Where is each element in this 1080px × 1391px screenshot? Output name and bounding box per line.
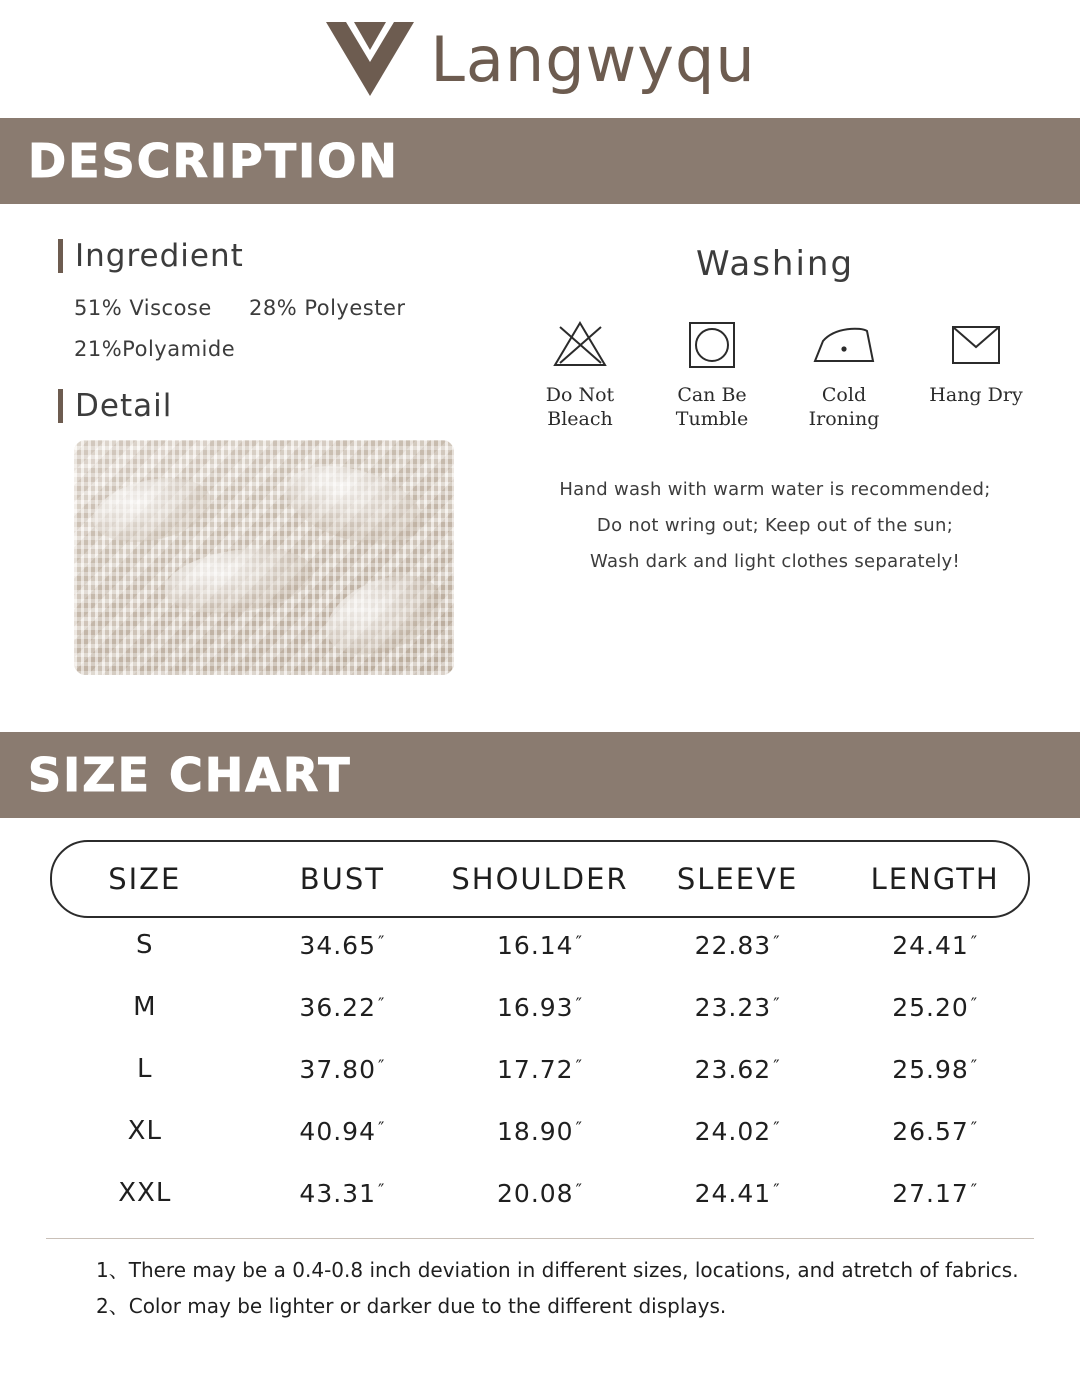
value: 40.94 <box>299 1116 376 1146</box>
cell-sleeve <box>639 1038 837 1100</box>
value: 20.08 <box>497 1178 574 1208</box>
unit-inch: ″ <box>773 1180 781 1201</box>
table-row <box>46 1162 1034 1224</box>
cell-size: XXL <box>118 1178 172 1208</box>
table-row <box>46 1100 1034 1162</box>
cell-bust <box>244 976 442 1038</box>
unit-inch: ″ <box>575 932 583 953</box>
unit-inch: ″ <box>575 1118 583 1139</box>
cell-sleeve <box>639 914 837 976</box>
washing-caption-line1: Can Be <box>677 384 747 406</box>
washing-caption-line2: Tumble <box>675 407 749 430</box>
description-body <box>0 204 1080 732</box>
value: 24.41 <box>694 1178 772 1208</box>
accent-bar-icon <box>58 389 63 423</box>
washing-note-1: Hand wash with warm water is recommended; <box>559 478 991 500</box>
value: 23.62 <box>694 1054 772 1084</box>
cell-length <box>836 1038 1034 1100</box>
unit-inch: ″ <box>970 1180 979 1201</box>
cell-shoulder <box>441 976 639 1038</box>
value: 24.41 <box>892 930 969 960</box>
ingredient-heading: Ingredient <box>75 238 244 274</box>
detail-heading-group <box>58 388 454 424</box>
size-chart-body <box>46 914 1034 1224</box>
washing-item-hang-dry <box>910 314 1042 432</box>
brand-name: Langwyqu <box>430 22 756 96</box>
cell-length <box>836 1100 1034 1162</box>
value: 16.93 <box>497 992 574 1022</box>
unit-inch: ″ <box>773 994 781 1015</box>
column-header-bust: BUST <box>299 862 386 896</box>
column-header-sleeve: SLEEVE <box>676 862 799 896</box>
washing-icon-row <box>490 314 1060 432</box>
ingredient-polyester: 28% Polyester <box>248 296 406 320</box>
value: 36.22 <box>299 992 376 1022</box>
do-not-bleach-icon <box>514 314 646 376</box>
cell-bust <box>244 914 442 976</box>
washing-item-tumble <box>646 314 778 432</box>
cell-sleeve <box>639 1162 837 1224</box>
washing-item-cold-ironing <box>778 314 910 432</box>
washing-caption-line1: Do Not <box>545 384 615 406</box>
cell-size: L <box>137 1054 153 1084</box>
description-title: DESCRIPTION <box>28 134 399 188</box>
cell-length <box>836 976 1034 1038</box>
washing-caption-line1: Hang Dry <box>929 384 1023 406</box>
unit-inch: ″ <box>970 994 979 1015</box>
value: 27.17 <box>892 1178 969 1208</box>
washing-note-3: Wash dark and light clothes separately! <box>590 550 960 572</box>
column-header-shoulder: SHOULDER <box>451 862 629 896</box>
washing-note-2: Do not wring out; Keep out of the sun; <box>596 514 954 536</box>
washing-caption <box>910 384 1042 408</box>
detail-block <box>58 388 454 675</box>
size-chart-notes <box>0 1239 1080 1321</box>
cell-bust <box>244 1162 442 1224</box>
ingredient-heading-group <box>58 238 454 274</box>
value: 18.90 <box>497 1116 574 1146</box>
washing-caption-line1: Cold <box>821 384 867 406</box>
unit-inch: ″ <box>575 994 583 1015</box>
column-header-size: SIZE <box>108 862 182 896</box>
size-chart-title: SIZE CHART <box>28 748 352 802</box>
cell-length <box>836 914 1034 976</box>
cold-iron-icon <box>778 314 910 376</box>
washing-item-do-not-bleach <box>514 314 646 432</box>
cell-sleeve <box>639 976 837 1038</box>
table-header-row <box>46 844 1034 914</box>
washing-notes <box>490 472 1060 580</box>
ingredient-row-1 <box>74 288 454 329</box>
unit-inch: ″ <box>970 1118 979 1139</box>
value: 26.57 <box>892 1116 969 1146</box>
cell-size: M <box>133 992 157 1022</box>
unit-inch: ″ <box>378 932 386 953</box>
unit-inch: ″ <box>970 932 979 953</box>
size-note-2: 2、Color may be lighter or darker due to the different displays. <box>96 1294 727 1318</box>
unit-inch: ″ <box>773 1056 781 1077</box>
cell-sleeve <box>639 1100 837 1162</box>
value: 34.65 <box>299 930 376 960</box>
table-row <box>46 914 1034 976</box>
ingredient-list <box>74 288 454 370</box>
cell-shoulder <box>441 1100 639 1162</box>
washing-title: Washing <box>695 244 855 284</box>
cell-size: S <box>136 930 154 960</box>
value: 37.80 <box>299 1054 376 1084</box>
column-header-length: LENGTH <box>870 862 1000 896</box>
washing-caption-line2: Ironing <box>808 407 880 430</box>
value: 25.98 <box>892 1054 969 1084</box>
unit-inch: ″ <box>575 1056 583 1077</box>
detail-heading: Detail <box>75 387 173 424</box>
hang-dry-icon <box>910 314 1042 376</box>
tumble-dry-icon <box>646 314 778 376</box>
table-row <box>46 1038 1034 1100</box>
section-header-description <box>0 118 1080 204</box>
cell-length <box>836 1162 1034 1224</box>
cell-shoulder <box>441 914 639 976</box>
cell-shoulder <box>441 1038 639 1100</box>
unit-inch: ″ <box>378 1180 386 1201</box>
unit-inch: ″ <box>773 1118 781 1139</box>
section-header-size-chart <box>0 732 1080 818</box>
ingredient-polyamide: 21%Polyamide <box>74 336 236 361</box>
description-left-column <box>0 238 454 706</box>
ingredient-viscose: 51% Viscose <box>74 296 212 320</box>
value: 22.83 <box>694 930 772 960</box>
cell-bust <box>244 1038 442 1100</box>
cell-size: XL <box>127 1116 162 1146</box>
washing-caption <box>646 384 778 432</box>
value: 24.02 <box>694 1116 772 1146</box>
ingredient-row-2 <box>74 329 454 370</box>
size-chart-table <box>46 844 1034 1224</box>
washing-caption <box>514 384 646 432</box>
value: 17.72 <box>497 1054 574 1084</box>
table-row <box>46 976 1034 1038</box>
value: 16.14 <box>497 930 574 960</box>
value: 23.23 <box>694 992 772 1022</box>
cell-bust <box>244 1100 442 1162</box>
washing-caption-line2: Bleach <box>547 407 613 430</box>
unit-inch: ″ <box>575 1180 583 1201</box>
v-chevron-logo-icon <box>324 20 416 98</box>
brand-header <box>0 0 1080 118</box>
value: 25.20 <box>892 992 969 1022</box>
unit-inch: ″ <box>378 1118 386 1139</box>
detail-fabric-image <box>74 440 454 675</box>
value: 43.31 <box>299 1178 376 1208</box>
cell-shoulder <box>441 1162 639 1224</box>
washing-caption <box>778 384 910 432</box>
unit-inch: ″ <box>970 1056 979 1077</box>
size-chart-header <box>46 844 1034 914</box>
size-chart-section <box>0 818 1080 1224</box>
unit-inch: ″ <box>773 932 781 953</box>
size-note-1: 1、There may be a 0.4-0.8 inch deviation in different sizes, locations, and atretch of fabrics. <box>96 1258 1019 1282</box>
unit-inch: ″ <box>378 994 386 1015</box>
unit-inch: ″ <box>378 1056 386 1077</box>
washing-section <box>454 238 1080 706</box>
accent-bar-icon <box>58 239 63 273</box>
